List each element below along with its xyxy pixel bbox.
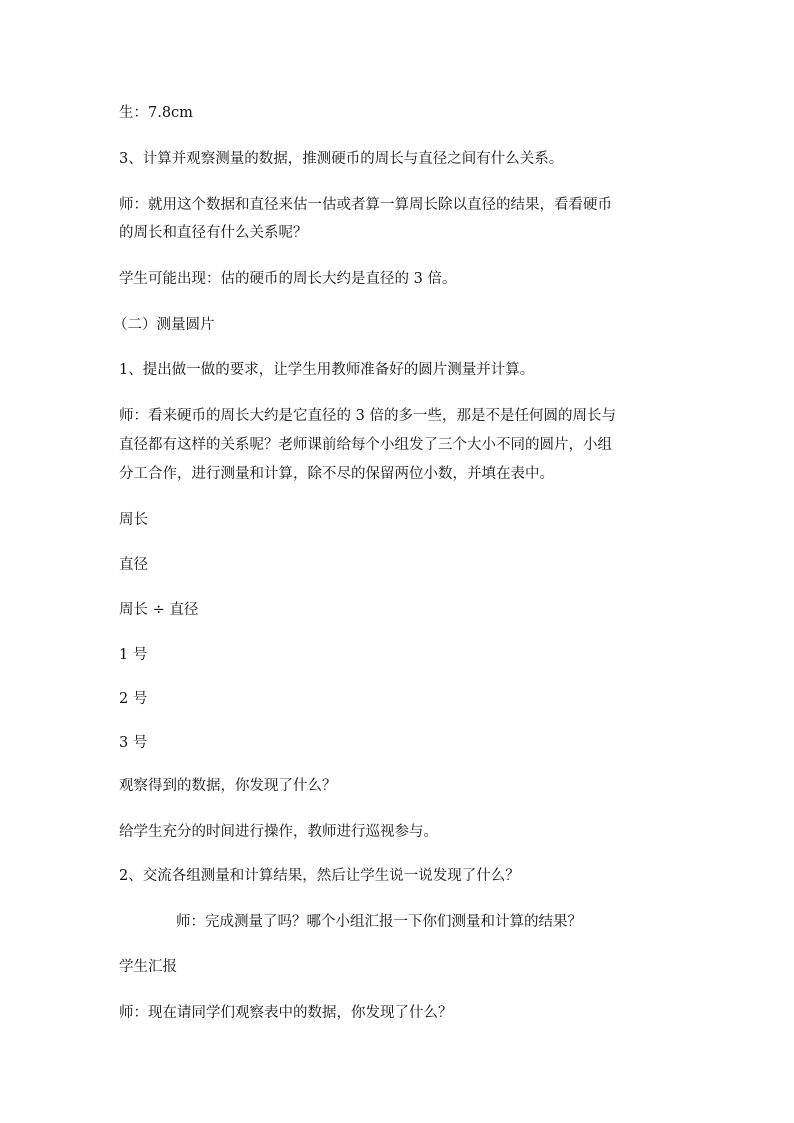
teacher-paragraph-line-2: 直径都有这样的关系呢？老师课前给每个小组发了三个大小不同的圆片，小组 (119, 437, 612, 453)
teacher-question-line-2: 的周长和直径有什么关系呢？ (119, 225, 308, 241)
teacher-final-question-line: 师：现在请同学们观察表中的数据，你发现了什么？ (119, 1005, 453, 1021)
table-row-3-label: 3 号 (119, 735, 148, 751)
table-row-2-label: 2 号 (119, 691, 148, 707)
teacher-paragraph-line-1: 师：看来硬币的周长大约是它直径的 3 倍的多一些，那是不是任何圆的周长与 (119, 408, 616, 424)
student-report-line: 学生汇报 (119, 959, 177, 975)
teacher-report-question-line: 师：完成测量了吗？哪个小组汇报一下你们测量和计算的结果？ (176, 914, 582, 930)
observation-question-line: 观察得到的数据，你发现了什么？ (119, 778, 337, 794)
operation-note-line: 给学生充分的时间进行操作，教师进行巡视参与。 (119, 824, 438, 840)
student-answer-line: 生：7.8cm (119, 105, 193, 121)
step-2-line: 2、交流各组测量和计算结果，然后让学生说一说发现了什么？ (119, 868, 520, 884)
step-1-line: 1、提出做一做的要求，让学生用教师准备好的圆片测量并计算。 (119, 362, 535, 378)
teacher-paragraph-line-3: 分工合作，进行测量和计算，除不尽的保留两位小数，并填在表中。 (119, 466, 554, 482)
student-possible-answer-line: 学生可能出现：估的硬币的周长大约是直径的 3 倍。 (119, 271, 457, 287)
teacher-question-line-1: 师：就用这个数据和直径来估一估或者算一算周长除以直径的结果，看看硬币 (119, 197, 612, 213)
table-row-1-label: 1 号 (119, 647, 148, 663)
step-3-line: 3、计算并观察测量的数据，推测硬币的周长与直径之间有什么关系。 (119, 151, 564, 167)
section-heading-two: （二）测量圆片 (113, 317, 215, 333)
table-label-circumference: 周长 (119, 512, 148, 528)
table-label-diameter: 直径 (119, 557, 148, 573)
table-label-ratio: 周长 ÷ 直径 (119, 602, 199, 618)
